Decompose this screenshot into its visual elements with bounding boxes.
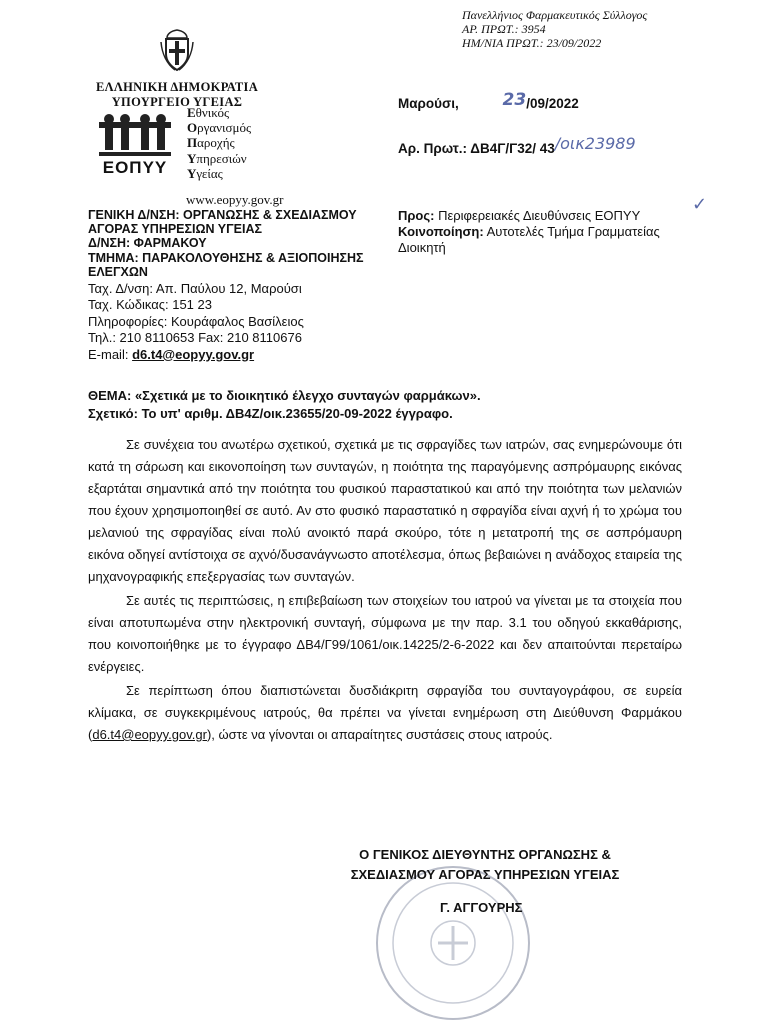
signature-block [330, 845, 640, 885]
dept-line: Δ/ΝΣΗ: ΦΑΡΜΑΚΟΥ [88, 236, 207, 251]
to-line: Προς: Περιφερειακές Διευθύνσεις ΕΟΠΥΥ [398, 208, 641, 223]
dept-line: ΕΛΕΓΧΩΝ [88, 264, 148, 279]
contact-block [88, 281, 304, 363]
info-line: Πληροφορίες: Κουράφαλος Βασίλειος [88, 313, 304, 329]
receipt-org: Πανελλήνιος Φαρμακευτικός Σύλλογος [462, 8, 648, 22]
address-line: Ταχ. Δ/νση: Απ. Παύλου 12, Μαρούσι [88, 281, 302, 296]
phone-line: Τηλ.: 210 8110653 Fax: 210 8110676 [88, 330, 302, 346]
dept-line: ΑΓΟΡΑΣ ΥΠΗΡΕΣΙΩΝ ΥΓΕΙΑΣ [88, 222, 262, 237]
ministry-name: ΥΠΟΥΡΓΕΙΟ ΥΓΕΙΑΣ [111, 95, 243, 109]
email-line: E-mail: d6.t4@eopyy.gov.gr [88, 346, 255, 362]
org-line: Υπηρεσιών [187, 150, 247, 166]
subject-block [88, 387, 481, 423]
handwritten-day: 23 [502, 90, 527, 110]
eopyy-logo [95, 112, 175, 184]
dept-line: ΤΜΗΜΑ: ΠΑΡΑΚΟΛΟΥΘΗΣΗΣ & ΑΞΙΟΠΟΙΗΣΗΣ [88, 250, 364, 265]
receipt-protocol-no: ΑΡ. ΠΡΩΤ.: 3954 [462, 22, 546, 36]
subject-line: ΘΕΜΑ: «Σχετικά με το διοικητικό έλεγχο συνταγών φαρμάκων». [88, 388, 481, 403]
signatory-title-2: ΣΧΕΔΙΑΣΜΟΥ ΑΓΟΡΑΣ ΥΠΗΡΕΣΙΩΝ ΥΓΕΙΑΣ [350, 867, 620, 882]
org-line: Οργανισμός [187, 120, 252, 136]
logo-text: ΕΟΠΥΥ [102, 158, 168, 177]
org-line: Παροχής [187, 135, 235, 151]
org-line: Υγείας [187, 165, 223, 181]
handwritten-protocol: /οικ23989 [554, 134, 636, 153]
postcode-line: Ταχ. Κώδικας: 151 23 [88, 297, 212, 313]
letter-body [88, 434, 682, 748]
official-seal-icon [368, 862, 538, 1024]
receipt-stamp [462, 8, 647, 50]
cc-line: Κοινοποίηση: Αυτοτελές Τμήμα Γραμματείας Διοικητή [398, 224, 660, 255]
receipt-protocol-date: ΗΜ/ΝΙΑ ΠΡΩΤ.: 23/09/2022 [462, 36, 602, 50]
organization-name [187, 105, 251, 181]
date-line: Μαρούσι, 23/09/2022 [398, 90, 579, 111]
body-paragraph: Σε συνέχεια του ανωτέρω σχετικού, σχετικά με τις σφραγίδες των ιατρών, σας ενημερώνουμε ότι κατά τη σάρωση και εικονοποίηση των συνταγών, η ποιότητα της παραγόμενης ασπρόμαυρης εικόνας εξαρτάται σημαντικά από την ποιότητα του φυσικού παραστατικού και από την ποιότητα των μελανιών που έχουν χρησιμοποιηθεί σε αυτό. Αν στο φυσικό παραστατικό η σφραγίδα είναι αχνή ή το χρώμα του μελανιού της σφραγίδας είναι πολύ ανοικτό παρά σκούρο, τότε η μετατροπή της σε ασπρόμαυρη εικόνα οδηγεί αντίστοιχα σε αχνό/δυσανάγνωστο αποτέλεσμα, όπως βεβαιώνει η ανάδοχος εταιρεία της μηχανογραφικής επεξεργασίας των συνταγών. [88, 437, 682, 584]
signatory-title-1: Ο ΓΕΝΙΚΟΣ ΔΙΕΥΘΥΝΤΗΣ ΟΡΓΑΝΩΣΗΣ & [359, 847, 611, 862]
website-link[interactable]: www.eopyy.gov.gr [186, 192, 284, 207]
dept-line: ΓΕΝΙΚΗ Δ/ΝΣΗ: ΟΡΓΑΝΩΣΗΣ & ΣΧΕΔΙΑΣΜΟΥ [88, 208, 357, 222]
related-line: Σχετικό: Το υπ' αριθμ. ΔΒ4Ζ/οικ.23655/20-09-2022 έγγραφο. [88, 406, 453, 421]
coat-of-arms-icon [158, 28, 196, 72]
email-link[interactable]: d6.t4@eopyy.gov.gr [132, 346, 255, 362]
body-paragraph: Σε αυτές τις περιπτώσεις, η επιβεβαίωση των στοιχείων του ιατρού να γίνεται με τα στοιχεία που είναι αποτυπωμένα στην ηλεκτρονική συνταγή, σύμφωνα με την παρ. 3.1 του οδηγού εκκαθάρισης, που κοινοποιήθηκε με το έγγραφο ΔΒ4/Γ99/1061/οικ.14225/2-6-2022 και δεν απαιτούνται περεταίρω ενέργειες. [88, 593, 682, 674]
checkmark-icon: ✓ [692, 194, 708, 215]
signatory-name: Γ. ΑΓΓΟΥΡΗΣ [440, 900, 523, 915]
country-name: ΕΛΛΗΝΙΚΗ ΔΗΜΟΚΡΑΤΙΑ [95, 80, 259, 94]
email-link[interactable]: d6.t4@eopyy.gov.gr [92, 727, 207, 742]
org-line: Εθνικός [187, 105, 230, 120]
department-block [88, 208, 388, 279]
body-paragraph: Σε περίπτωση όπου διαπιστώνεται δυσδιάκριτη σφραγίδα του συνταγογράφου, σε ευρεία κλίμακα, σε συγκεκριμένους ιατρούς, θα πρέπει να γίνεται ενημέρωση στη Διεύθυνση Φαρμάκου (d6.t4@eopyy.gov.gr), ώστε να γίνονται οι απαραίτητες συστάσεις στους ιατρούς. [88, 683, 682, 742]
recipients-block [398, 208, 698, 256]
protocol-line: Αρ. Πρωτ.: ΔΒ4Γ/Γ32/ 43/οικ23989 [398, 134, 636, 156]
